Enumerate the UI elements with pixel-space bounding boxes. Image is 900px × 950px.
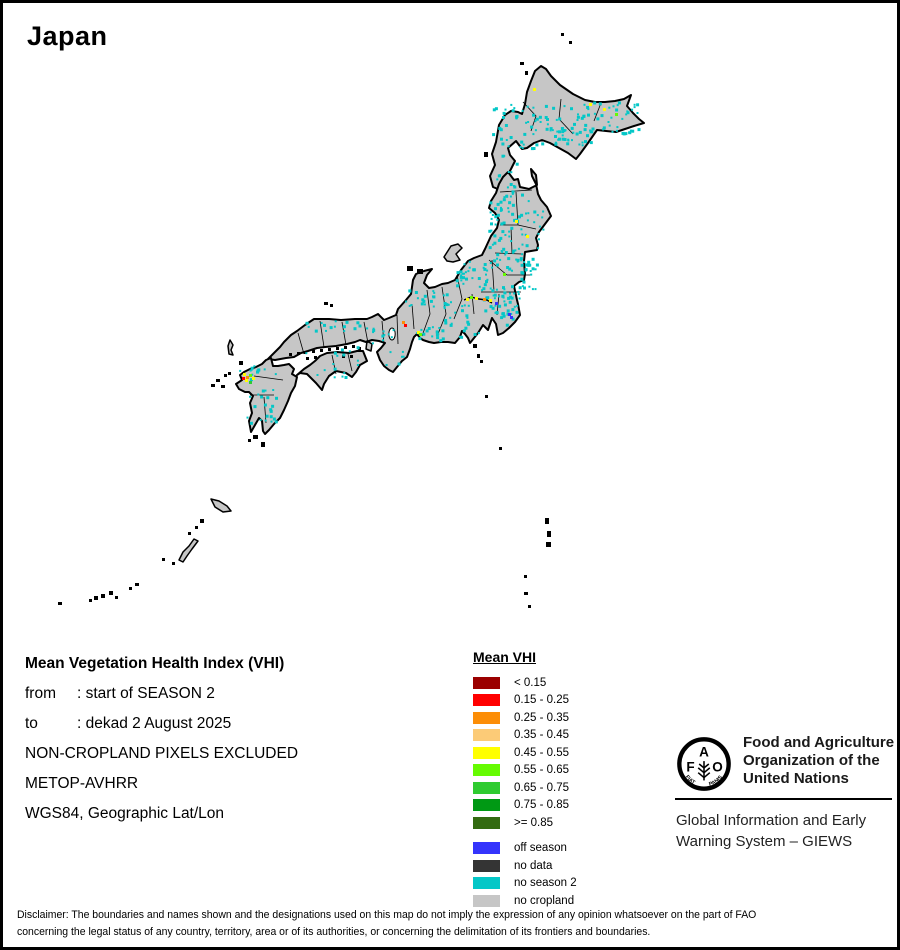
legend-swatch xyxy=(473,860,500,872)
legend-row: 0.45 - 0.55 xyxy=(473,744,577,762)
svg-text:F: F xyxy=(686,759,695,775)
legend-row: >= 0.85 xyxy=(473,814,577,832)
info-line-sensor: METOP-AVHRR xyxy=(25,775,139,792)
map-info-block xyxy=(25,655,465,835)
legend-row: no data xyxy=(473,857,577,875)
info-from-value: : start of SEASON 2 xyxy=(77,685,215,702)
island-awaji xyxy=(366,341,372,351)
info-to-value: : dekad 2 August 2025 xyxy=(77,715,232,732)
legend-swatch xyxy=(473,729,500,741)
island-tsushima xyxy=(228,340,233,355)
legend-swatch xyxy=(473,747,500,759)
legend-row: < 0.15 xyxy=(473,674,577,692)
info-from-label: from xyxy=(25,685,56,702)
fao-org-name: Food and Agriculture Organization of the United Nations xyxy=(743,734,895,787)
svg-text:A: A xyxy=(699,744,709,760)
disclaimer-line1: Disclaimer: The boundaries and names shown and the designations used on this map do not imply the expression of any opinion whatsoever on the part of FAO xyxy=(17,909,757,921)
legend-swatch xyxy=(473,782,500,794)
info-row-to xyxy=(25,715,465,745)
legend-row: off season xyxy=(473,840,577,858)
legend-gap xyxy=(473,832,577,840)
legend xyxy=(473,649,577,910)
legend-row: 0.35 - 0.45 xyxy=(473,727,577,745)
legend-row: no cropland xyxy=(473,892,577,910)
legend-swatch xyxy=(473,877,500,889)
info-to-label: to xyxy=(25,715,38,732)
disclaimer-line2: concerning the legal status of any country, territory, area or of its authorities, or concerning the delimitation of its frontiers and boundaries. xyxy=(17,925,651,938)
disclaimer xyxy=(17,907,834,940)
legend-row: 0.15 - 0.25 xyxy=(473,692,577,710)
legend-row: 0.55 - 0.65 xyxy=(473,762,577,780)
legend-swatch xyxy=(473,895,500,907)
island-okinawa xyxy=(179,539,198,562)
info-line-projection: WGS84, Geographic Lat/Lon xyxy=(25,805,225,822)
legend-title: Mean VHI xyxy=(473,649,537,665)
page-title: Japan xyxy=(27,21,108,51)
landmass-kyushu xyxy=(236,358,297,434)
legend-swatch xyxy=(473,712,500,724)
svg-text:FIAT PANIS: FIAT PANIS xyxy=(683,774,724,788)
legend-swatch xyxy=(473,842,500,854)
legend-swatch xyxy=(473,764,500,776)
legend-swatch xyxy=(473,677,500,689)
prefecture-borders xyxy=(250,99,601,423)
island-sado xyxy=(444,244,462,262)
info-header: Mean Vegetation Health Index (VHI) xyxy=(25,655,285,672)
legend-swatch xyxy=(473,799,500,811)
legend-row: 0.75 - 0.85 xyxy=(473,797,577,815)
giews-name: Global Information and Early Warning System – GIEWS xyxy=(676,812,867,850)
info-line-noncropland: NON-CROPLAND PIXELS EXCLUDED xyxy=(25,745,299,762)
svg-text:O: O xyxy=(712,759,723,775)
legend-row: no season 2 xyxy=(473,875,577,893)
legend-row: 0.25 - 0.35 xyxy=(473,709,577,727)
legend-swatch xyxy=(473,817,500,829)
fao-divider xyxy=(675,798,892,800)
info-row-from xyxy=(25,685,465,715)
legend-swatch xyxy=(473,694,500,706)
legend-row: 0.65 - 0.75 xyxy=(473,779,577,797)
fao-logo-icon xyxy=(675,735,733,793)
island-amami xyxy=(211,499,231,512)
